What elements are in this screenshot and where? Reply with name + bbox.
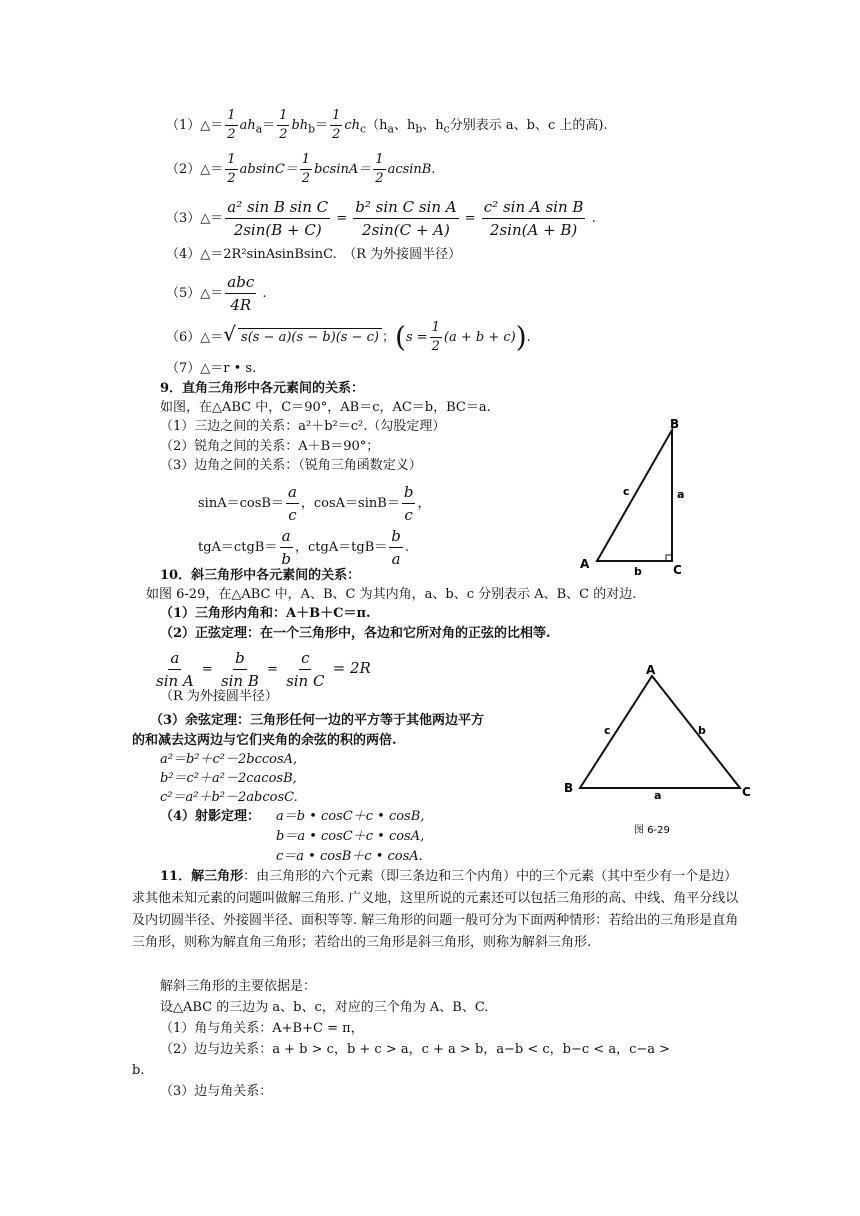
section-10-line-2: （2）正弦定理：在一个三角形中，各边和它所对角的正弦的比相等. [160,626,551,641]
vertex-label-c: C [673,563,682,577]
section-11-paragraph [132,866,740,954]
denominator: sin A [156,672,194,690]
term: ah [239,118,256,133]
term: ，cosA＝sinB＝ [300,496,400,511]
paren-close: ) [515,320,527,354]
numerator: b [389,526,403,548]
formula-prefix: （6）△＝ [166,330,224,345]
note: 、h [393,118,416,133]
area-formula-2 [166,152,435,187]
subscript: c [360,122,367,136]
right-triangle-figure [578,410,698,580]
subscript: b [308,122,316,136]
side-label-b: b [634,565,642,578]
side-label-a: a [677,488,685,501]
denominator: 2 [279,127,288,142]
paren-open: ( [395,320,406,354]
cosine-law-line-2: 的和减去这两边与它们夹角的余弦的积的两倍. [132,733,397,748]
section-11-basis: 解斜三角形的主要依据是： [160,979,317,994]
formula-prefix: （1）△＝ [166,118,224,133]
denominator: 4R [230,296,252,314]
subscript: b [415,122,423,136]
fraction-half [225,152,237,187]
denominator: 2sin(B + C) [233,221,322,239]
area-formula-3: （3）△＝ $\frac{\text{a² sin B sin C}}{2\sin(B + C)}$ = $\frac{\text{b² sin C sin A}}{2\sin(C + A)}$ = $\frac{\text{c² sin A sin B}}{2\sin(A + B)}$ . [166,198,596,239]
numerator: 1 [225,152,237,170]
denominator: a [391,550,401,568]
fraction-half [430,320,442,355]
term: = 2R [332,659,371,677]
fraction [225,197,330,240]
fraction [154,648,196,691]
denominator: c [404,506,413,524]
subscript: a [255,122,263,136]
trig-def-row-2: tgA＝ctgB＝ $\frac{a}{b}$ ，ctgA＝tgB＝ $\frac{b}{a}$ . [198,527,410,568]
sine-law-note: （R 为外接圆半径） [160,689,278,704]
numerator: 1 [225,108,237,126]
projection-eq-b: b＝a • cosC＋c • cosA, [276,829,425,844]
denominator: 2 [332,127,341,142]
side-label-a: a [654,789,662,802]
numerator: a [286,482,299,504]
cosine-law-line-1: （3）余弦定理：三角形任何一边的平方等于其他两边平方 [150,713,485,728]
vertex-label-a: A [646,663,656,677]
section-9-line-3: （3）边角之间的关系：（锐角三角函数定义） [160,458,422,473]
term: s = [405,330,428,345]
section-11-body: ：由三角形的六个元素（即三条边和三个内角）中的三个元素（其中至少有一个是边）求其他未知元素的问题叫做解三角形. 广义地，这里所说的元素还可以包括三角形的高、中线、角平分线以及内切圆半径、外接圆半径、面积等等. 解三角形的问题一般可分为下面两种情形：若给出的三角形是直角三角形，则称为解直角三角形；若给出的三角形是斜三角形，则称为解斜三角形. [132,869,739,950]
fraction-half [225,108,237,143]
denominator: 2 [301,171,311,186]
term: acsinB. [387,162,436,177]
numerator: a² sin B sin C [225,197,330,219]
fraction-half [330,108,342,143]
vertex-label-c: C [742,785,751,799]
area-formula-5: （5）△＝ $\frac{\text{abc}}{4R}$ . [166,273,267,314]
numerator: b [233,648,247,670]
note: （h [366,118,388,133]
section-10-intro: 如图 6-29，在△ABC 中，A、B、C 为其内角，a、b、c 分别表示 A、B、C 的对边. [146,587,637,602]
fraction [286,482,299,525]
numerator: 1 [373,152,385,170]
side-label-c: c [604,724,611,737]
section-9-line-2: （2）锐角之间的关系：A＋B＝90°； [160,439,380,454]
section-10-line-1: （1）三角形内角和：A＋B＋C＝π. [160,606,371,621]
sine-law-formula: $\frac{a}{\text{sin A}}$ = $\frac{b}{\text{sin B}}$ = $\frac{c}{\text{sin C}}$ = 2R [156,649,371,690]
area-formula-4: （4）△＝2R²sinAsinBsinC. （R 为外接圆半径） [166,247,462,262]
fraction [482,197,586,240]
fraction [353,197,458,240]
numerator: a [280,526,293,548]
figure-caption: 图 6-29 [634,825,670,836]
cosine-law-eq-b: b²＝c²＋a²－2cacosB, [160,771,297,786]
cosine-law-eq-c: c²＝a²＋b²－2abcosC. [160,790,298,805]
subscript: a [387,122,394,136]
vertex-label-b: B [670,417,680,431]
term: bh [291,118,309,133]
numerator: abc [225,272,256,294]
numerator: b [402,482,416,504]
numerator: a [168,648,181,670]
cosine-law-eq-a: a²＝b²＋c²－2bccosA, [160,752,298,767]
section-9-line-1: （1）三边之间的关系：a²＋b²＝c².（勾股定理） [160,419,446,434]
section-9-title: 9．直角三角形中各元素间的关系： [160,381,365,396]
denominator: 2 [431,339,440,354]
denominator: sin B [220,672,259,690]
relation-side-side: （2）边与边关系：a + b > c，b + c > a，c + a > b，a−b < c，b−c < a，c−a > [160,1042,671,1057]
side-label-b: b [698,724,706,737]
side-label-c: c [623,485,630,498]
term: bcsinA＝ [314,162,372,177]
formula-prefix: （3）△＝ [166,211,224,226]
projection-eq-c: c＝a • cosB＋c • cosA. [276,849,423,864]
fraction [389,526,403,569]
section-11-title: 11．解三角形 [160,869,244,884]
term: ，ctgA＝tgB＝ [294,540,388,555]
fraction [284,648,326,691]
denominator: b [281,550,291,568]
projection-eq-a: a＝b • cosC＋c • cosB, [276,809,425,824]
denominator: 2sin(A + B) [489,221,578,239]
formula-prefix: （5）△＝ [166,286,224,301]
fraction-half [373,152,385,187]
fraction [402,482,416,525]
trig-def-row-1: sinA＝cosB＝ $\frac{a}{c}$ ，cosA＝sinB＝ $\frac{b}{c}$ ， [198,483,431,524]
denominator: 2 [227,127,236,142]
numerator: 1 [330,108,342,126]
fraction [225,272,256,315]
term: (a + b + c) [443,330,516,345]
numerator: 1 [300,152,312,170]
term: absinC＝ [239,162,298,177]
vertex-label-b: B [564,781,574,795]
fraction [219,648,261,691]
projection-theorem-label: （4）射影定理： [160,809,261,824]
fraction-half [277,108,289,143]
area-formula-1: （1）△＝ $\frac{1}{2}$ $ah_a=$ $\frac{1}{2}$ $bh_b=$ $\frac{1}{2}$ $ch_c(h_a$、$h_b$、$h_c$分别表示 a、b、c 上的高). [166,108,608,142]
numerator: 1 [430,320,442,338]
term: ch [344,118,361,133]
relation-side-angle: （3）边与角关系： [160,1084,273,1099]
area-formula-7: （7）△＝r • s. [166,361,257,376]
denominator: 2 [227,171,236,186]
numerator: c [299,648,311,670]
numerator: b² sin C sin A [353,197,458,219]
separator: ； [381,330,395,345]
triangle-outline [597,430,672,561]
radicand: s(s − a)(s − b)(s − c) [238,328,382,347]
denominator: c [288,506,297,524]
radical-sign: √ [223,322,237,346]
fraction-half [300,152,312,187]
relation-side-side-cont: b. [132,1063,145,1078]
denominator: 2sin(C + A) [362,221,450,239]
note: 分别表示 a、b、c 上的高). [449,118,608,133]
term: sinA＝cosB＝ [198,496,284,511]
oblique-triangle-figure [560,662,770,842]
formula-prefix: （2）△＝ [166,162,224,177]
section-11-setup: 设△ABC 的三边为 a、b、c，对应的三个角为 A、B、C. [160,1000,489,1015]
term: tgA＝ctgB＝ [198,540,278,555]
section-10-title: 10．斜三角形中各元素间的关系： [160,568,361,583]
relation-angle-angle: （1）角与角关系：A+B+C = π， [160,1021,364,1036]
area-formula-6: （6）△＝√ s(s − a)(s − b)(s − c) ；(s = $\frac{1}{2}$ (a + b + c)). [166,320,531,354]
numerator: 1 [277,108,289,126]
section-9-intro: 如图，在△ABC 中，C＝90°，AB＝c，AC＝b，BC＝a. [160,400,491,415]
subscript: c [443,122,450,136]
note: 、h [422,118,444,133]
numerator: c² sin A sin B [482,197,586,219]
denominator: 2 [375,171,384,186]
fraction [279,526,293,569]
denominator: sin C [286,672,325,690]
vertex-label-a: A [580,557,590,571]
